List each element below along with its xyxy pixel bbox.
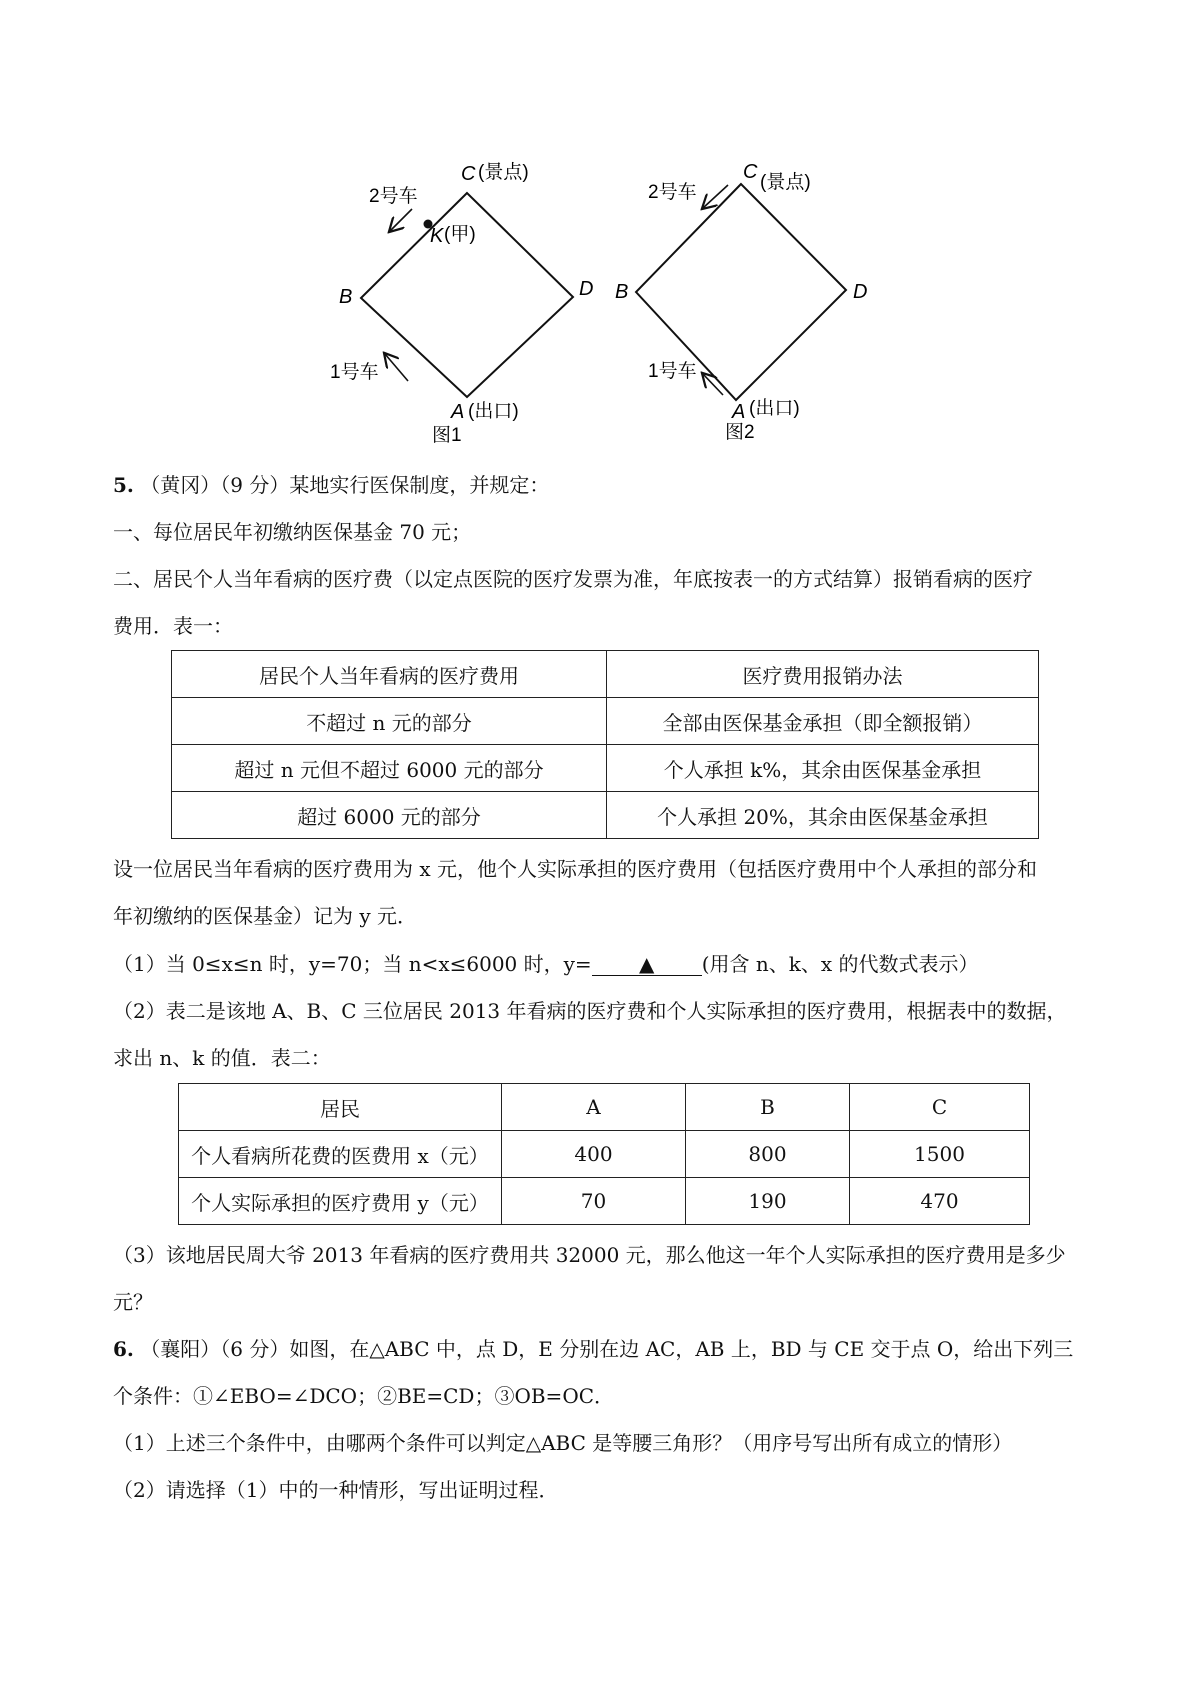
q5-part2-b: 求出 n、k 的值．表二： xyxy=(113,1046,331,1070)
table-row xyxy=(179,1131,1030,1178)
fig1-vertex-c: C xyxy=(461,163,476,185)
table2-cell: 800 xyxy=(686,1131,850,1178)
q5-rule1: 一、每位居民年初缴纳医保基金 70 元； xyxy=(113,520,472,544)
fig1-vertex-b: B xyxy=(339,286,353,308)
table2-cell: 470 xyxy=(850,1178,1030,1225)
q5-part1-blank: ▲ xyxy=(592,953,702,976)
fig2-car2-arrow xyxy=(703,185,728,208)
fig1-car1-arrow xyxy=(385,354,408,381)
table-row xyxy=(172,792,1039,839)
q5-table2 xyxy=(178,1083,1030,1225)
table2-cell: 1500 xyxy=(850,1131,1030,1178)
fig1-caption: 图1 xyxy=(432,425,462,446)
fig2-vertex-a: A xyxy=(732,401,746,423)
table2-header-row xyxy=(179,1084,1030,1131)
table-row xyxy=(179,1178,1030,1225)
fig2-vertex-a-note: (出口) xyxy=(749,398,800,419)
fig2-vertex-c: C xyxy=(743,161,758,183)
table1-cell: 超过 6000 元的部分 xyxy=(172,792,607,839)
q5-rule2-b: 费用．表一： xyxy=(113,614,233,638)
fig2-vertex-d: D xyxy=(853,281,868,303)
table1-cell: 不超过 n 元的部分 xyxy=(172,698,607,745)
q5-part2-a: （2）表二是该地 A、B、C 三位居民 2013 年看病的医疗费和个人实际承担的医疗费用，根据表中的数据， xyxy=(113,999,1067,1023)
table2-cell: 个人看病所花费的医费用 x（元） xyxy=(179,1131,502,1178)
table1-cell: 超过 n 元但不超过 6000 元的部分 xyxy=(172,745,607,792)
fig2-car1-arrow xyxy=(703,374,723,395)
table1-cell: 全部由医保基金承担（即全额报销） xyxy=(607,698,1039,745)
q5-setup-b: 年初缴纳的医保基金）记为 y 元． xyxy=(113,904,418,928)
fig1-vertex-a-note: (出口) xyxy=(468,401,519,422)
table1-header-cell: 医疗费用报销办法 xyxy=(607,651,1039,698)
table-row xyxy=(172,698,1039,745)
table1-cell: 个人承担 k%，其余由医保基金承担 xyxy=(607,745,1039,792)
fig1-car2-arrow xyxy=(390,209,412,231)
table2-cell: 70 xyxy=(502,1178,686,1225)
table1-cell: 个人承担 20%，其余由医保基金承担 xyxy=(607,792,1039,839)
q5-part1-before: （1）当 0≤x≤n 时，y=70；当 n<x≤6000 时，y= xyxy=(113,952,592,976)
fig1-car2-label: 2号车 xyxy=(369,186,418,207)
q6-intro-line xyxy=(113,1334,1073,1364)
q5-table1 xyxy=(171,650,1039,839)
table1-header-row xyxy=(172,651,1039,698)
q5-number: 5. xyxy=(113,473,134,497)
fig2-car1-label: 1号车 xyxy=(648,361,697,382)
fig2-caption: 图2 xyxy=(725,422,755,443)
figure-1 xyxy=(330,161,593,446)
table1-header-cell: 居民个人当年看病的医疗费用 xyxy=(172,651,607,698)
table2-cell: 400 xyxy=(502,1131,686,1178)
fig1-vertex-a: A xyxy=(451,401,465,423)
table2-header-cell: B xyxy=(686,1084,850,1131)
table2-header-cell: C xyxy=(850,1084,1030,1131)
figures-panel xyxy=(0,0,1200,460)
q5-intro-line xyxy=(113,470,549,500)
fig1-vertex-d: D xyxy=(579,278,594,300)
fig2-car2-label: 2号车 xyxy=(648,182,697,203)
fig1-car1-label: 1号车 xyxy=(330,362,379,383)
q5-rule2-a: 二、居民个人当年看病的医疗费（以定点医院的医疗发票为准，年底按表一的方式结算）报销看病的医疗 xyxy=(113,567,1033,591)
fig2-vertex-c-note: (景点) xyxy=(760,172,811,193)
fig1-point-k-label: K xyxy=(430,225,444,247)
table2-cell: 个人实际承担的医疗费用 y（元） xyxy=(179,1178,502,1225)
table2-header-cell: A xyxy=(502,1084,686,1131)
q5-setup-a: 设一位居民当年看病的医疗费用为 x 元，他个人实际承担的医疗费用（包括医疗费用中个人承担的部分和 xyxy=(113,857,1037,881)
q6-part1: （1）上述三个条件中，由哪两个条件可以判定△ABC 是等腰三角形？（用序号写出所有成立的情形） xyxy=(113,1431,1013,1455)
q6-part2: （2）请选择（1）中的一种情形，写出证明过程． xyxy=(113,1478,559,1502)
q6-number: 6. xyxy=(113,1337,134,1361)
table2-cell: 190 xyxy=(686,1178,850,1225)
q5-part3-b: 元？ xyxy=(113,1290,153,1314)
table2-header-cell: 居民 xyxy=(179,1084,502,1131)
q5-part1-after: (用含 n、k、x 的代数式表示） xyxy=(701,952,979,976)
q5-part3-a: （3）该地居民周大爷 2013 年看病的医疗费用共 32000 元，那么他这一年个人实际承担的医疗费用是多少 xyxy=(113,1243,1066,1267)
q5-part1-line xyxy=(113,949,979,979)
figure-2 xyxy=(615,161,867,443)
q6-conditions: 个条件：①∠EBO=∠DCO；②BE=CD；③OB=OC． xyxy=(113,1384,615,1408)
fig2-vertex-b: B xyxy=(615,281,629,303)
q6-intro: （襄阳）（6 分）如图，在△ABC 中，点 D，E 分别在边 AC，AB 上，BD 与 CE 交于点 O，给出下列三 xyxy=(140,1337,1074,1361)
fig1-vertex-c-note: (景点) xyxy=(478,162,529,183)
table-row xyxy=(172,745,1039,792)
fig1-point-k-note: (甲) xyxy=(444,224,476,245)
q5-intro: （黄冈）（9 分）某地实行医保制度，并规定： xyxy=(140,473,550,497)
